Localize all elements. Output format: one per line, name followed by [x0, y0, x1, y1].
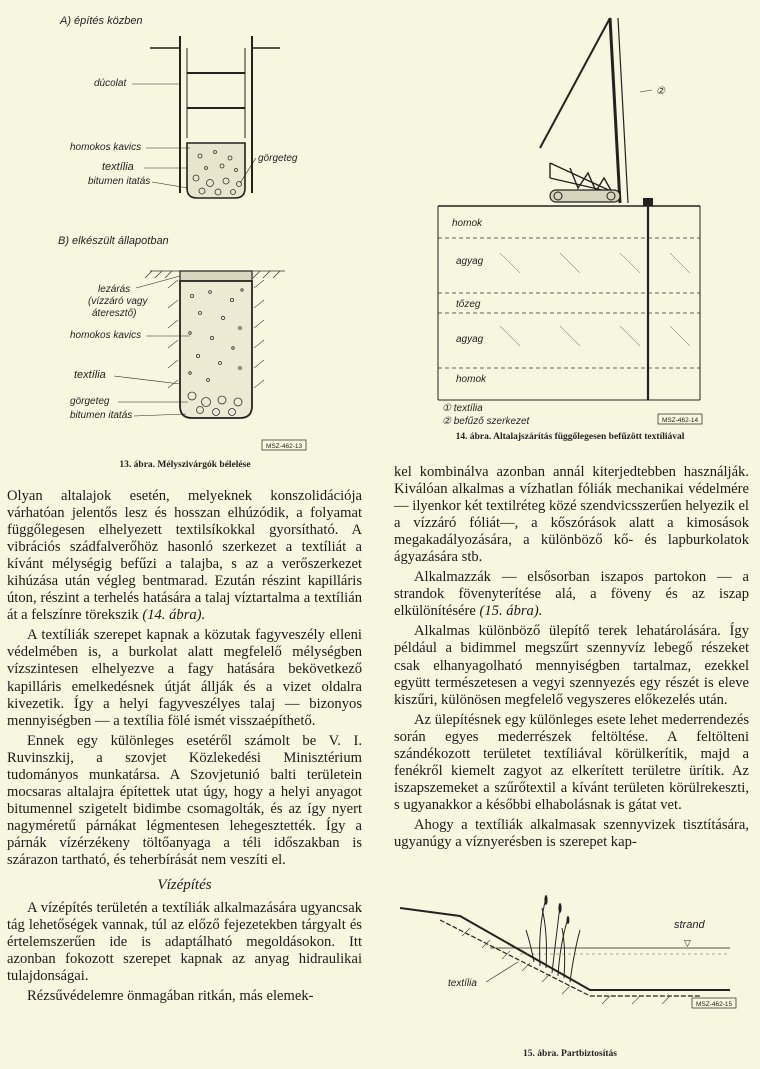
fig14-legend-befuzo: ② befűző szerkezet [442, 416, 530, 427]
left-paragraph-1-ref: (14. ábra). [142, 607, 206, 624]
fig15-caption-num: 15. ábra. [523, 1049, 559, 1059]
fig14-caption-num: 14. ábra. [455, 432, 492, 442]
fig13-label-b: B) elkészült állapotban [58, 235, 169, 247]
fig14-stamp: MSZ-462-14 [662, 417, 699, 424]
figure-13 [40, 8, 330, 458]
right-paragraph-5: Ahogy a textíliák alkalmasak szennyvizek tisztítására, ugyanúgy a víznyerésben is szerepet kap- [394, 816, 749, 850]
fig14-legend-textilia: ① textília [442, 403, 483, 414]
fig13-label-a: A) építés közben [60, 15, 143, 27]
fig14-marker: ② [656, 86, 665, 97]
text-column-right [394, 464, 749, 854]
figure-14 [400, 8, 720, 428]
fig13-a-label-gorgeteg: görgeteg [258, 153, 298, 164]
right-paragraph-2 [394, 569, 749, 620]
fig13-stamp: MSZ-462-13 [266, 443, 303, 450]
left-paragraph-1-text: Olyan altalajok esetén, melyeknek konszolidációja várhatóan jelentős lesz és hosszan elhúzódik, a folyamat függőlegesen elhelyezett textilsíkokkal gyorsítható. A vibrációs szádfalverőhöz hasonló szerkezet a textíliát a kívánt mélységig befűzi a talajba, s az a verőszerkezet kihúzása után végleg bentmarad. Ezután részint kapilláris úton, részint a terhelés hatására a talaj víztartalma a textílián át a felszínre törekszik [7, 488, 362, 624]
fig14-layer-homok-bottom: homok [456, 374, 487, 385]
fig15-caption-text: Partbiztosítás [561, 1049, 617, 1059]
text-column-left [7, 488, 362, 1008]
water-level-marker: ▽ [684, 939, 691, 949]
left-paragraph-2: A textíliák szerepet kapnak a közutak fagyveszély elleni védelmében is, a burkolat alatt megfelelő mélységben vízszintesen elhelyezve a fagy hatására bekövetkező kapilláris emelkedésnek útját állják és a vizet oldalra kivezetik. Így a helyi fagyveszélyes talaj — bizonyos mennyiségben — a textília fölé ismét visszaépíthető. [7, 627, 362, 729]
left-paragraph-3: Ennek egy különleges esetéről számolt be V. I. Ruvinszkij, a szovjet Közlekedési Minisztérium tudományos munkatársa. A Szovjetunió balti területein mocsaras altalajra építettek utat úgy, hogy a helyi anyagot bitumennel szigetelt bidimbe csomagolták, és az így nyert nagyméretű párnákat légmentesen lehegesztették. Így a párnák vízérzékeny töltőanyaga a téli időszakban is szárazon tartható, és teherbírását nem veszíti el. [7, 732, 362, 868]
fig13-b-label-lezaras: lezárás [98, 284, 131, 295]
right-paragraph-3: Alkalmas különböző ülepítő terek lehatárolására. Így például a bidimmel megszűrt szennyvíz lebegő részeket csak elhanyagolható mennyiségben tartalmaz, ezekkel együtt természetesen a vegyi szennyezés egy részét is eleve kiszűri, különösen megfelelő vegyszeres előkezelés után. [394, 623, 749, 708]
right-paragraph-2-ref: (15. ábra). [479, 603, 543, 620]
fig15-label-strand: strand [674, 919, 705, 931]
fig13-b-label-gorgeteg: görgeteg [70, 396, 110, 407]
figure-14-drawing [400, 8, 720, 428]
left-paragraph-4: A vízépítés területén a textíliák alkalmazására ugyancsak tág lehetőségek vannak, túl az előző fejezetekben tárgyalt és értelemszerűen ide is adaptálható megoldásokon. Itt azonban fokozott szerepet kapnak az anyag hidraulikai tulajdonságai. [7, 900, 362, 985]
fig15-label-textilia: textília [448, 978, 477, 989]
left-paragraph-1 [7, 488, 362, 624]
figure-13-drawing [40, 8, 330, 458]
fig13-a-label-kavics: homokos kavics [70, 142, 142, 153]
fig13-b-label-atereszto: áteresztő) [92, 308, 137, 319]
right-paragraph-1: kel kombinálva azonban annál kiterjedtebben használják. Kiválóan alkalmas a vízhatlan fóliák mechanikai védelmére — ilyenkor két textilréteg közé szendvicsszerűen helyezik el a vízzáró fóliát—, a kőszórások alatt a kimosások megakadályozására, a különböző kő- és lapburkolatok ágyazására stb. [394, 464, 749, 566]
fig13-b-label-kavics: homokos kavics [70, 330, 142, 341]
fig14-caption-text: Altalajszárítás függőlegesen befűzött textíliával [493, 432, 685, 442]
section-heading-vizepites: Vízépítés [157, 877, 212, 894]
fig14-layer-tozeg: tőzeg [456, 299, 481, 310]
figure-15 [400, 878, 740, 1018]
fig14-layer-agyag-2: agyag [456, 334, 484, 345]
fig14-caption [400, 432, 740, 442]
fig13-caption-num: 13. ábra. [119, 460, 156, 470]
right-paragraph-4: Az ülepítésnek egy különleges esete lehet mederrendezés során egyes mederrészek feltöltése. A feltölteni szándékozott területet textíliával körülkerítik, majd a fenékről kiemelt zagyot az elkerített területre ürítik. Az iszapszemeket a szűrőtextil a kívánt területen körülrekeszti, s ugyanakkor a későbbi elhabolásnak is gátat vet. [394, 711, 749, 813]
fig13-b-label-bitumen: bitumen itatás [70, 410, 133, 421]
figure-15-drawing [400, 878, 740, 1018]
left-paragraph-5: Rézsűvédelemre önmagában ritkán, más elemek- [27, 988, 314, 1005]
fig13-a-label-ducolat: dúcolat [94, 78, 127, 89]
fig13-b-label-textilia: textília [74, 369, 106, 381]
fig13-a-label-textilia: textília [102, 161, 134, 173]
fig15-caption [400, 1049, 740, 1059]
fig15-stamp: MSZ-462-15 [696, 1001, 733, 1008]
fig13-caption [40, 460, 330, 470]
fig13-caption-text: Mélyszivárgók bélelése [157, 460, 251, 470]
fig14-layer-agyag-1: agyag [456, 256, 484, 267]
fig13-a-label-bitumen: bitumen itatás [88, 176, 151, 187]
right-paragraph-2-text: Alkalmazzák — elsősorban iszapos partokon — a strandok fövenyterítése alá, a föveny és az iszap elkülönítésére [394, 569, 749, 620]
fig13-b-label-vizzaro: (vízzáró vagy [88, 296, 148, 307]
fig14-layer-homok-top: homok [452, 218, 483, 229]
